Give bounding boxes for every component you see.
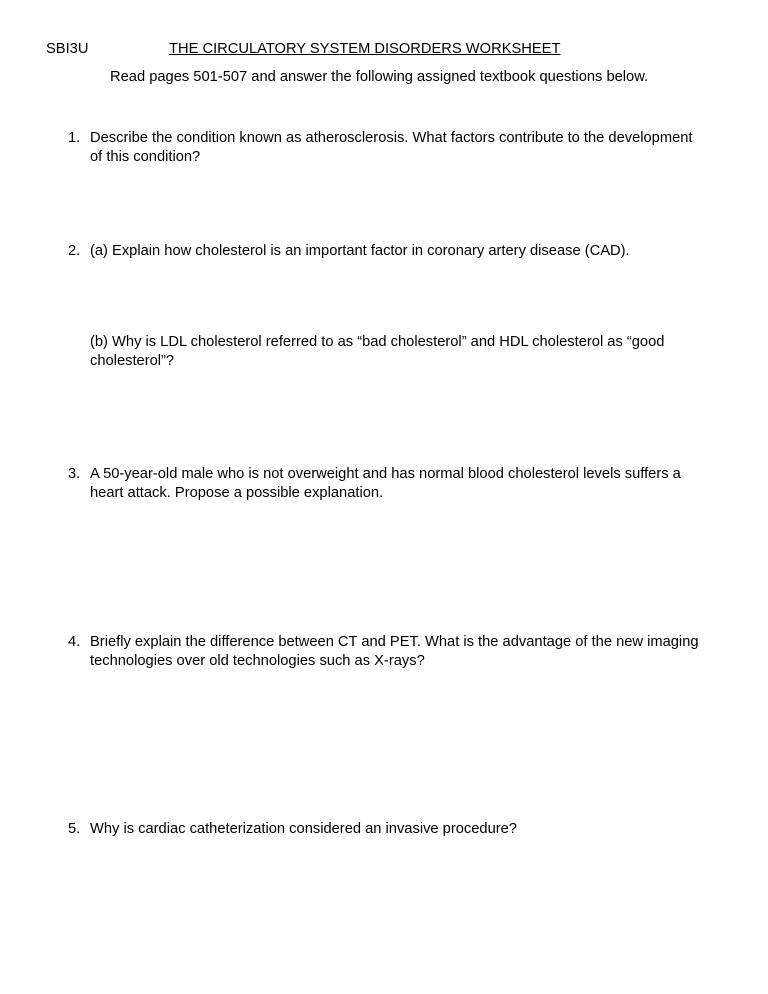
question-2-number: 2. [68,243,81,259]
question-1-line-1: Describe the condition known as atherosclerosis. What factors contribute to the development [90,130,693,146]
question-5-line-1: Why is cardiac catheterization considered an invasive procedure? [90,821,517,837]
question-1 [68,129,693,167]
question-2b-text [90,333,664,371]
question-4-line-1: Briefly explain the difference between CT and PET. What is the advantage of the new imaging [90,634,699,650]
question-3 [68,465,681,503]
question-2a-line-1: (a) Explain how cholesterol is an important factor in coronary artery disease (CAD). [90,243,630,259]
question-3-line-2: heart attack. Propose a possible explanation. [90,485,384,502]
question-3-text [90,465,681,503]
question-2a [68,242,630,261]
question-4-number: 4. [68,634,81,650]
question-1-line-2: of this condition? [90,149,201,166]
question-5 [68,820,517,839]
instructions-text: Read pages 501-507 and answer the following assigned textbook questions below. [110,69,649,85]
question-4-text [90,633,699,671]
question-5-text [90,820,517,839]
course-code: SBI3U [46,41,89,57]
question-5-number: 5. [68,821,81,837]
question-2b [90,333,664,371]
worksheet-title: THE CIRCULATORY SYSTEM DISORDERS WORKSHEET [169,41,561,57]
question-2a-text [90,242,630,261]
question-2b-line-2: cholesterol”? [90,353,175,370]
question-3-line-1: A 50-year-old male who is not overweight and has normal blood cholesterol levels suffers a [90,466,681,482]
question-3-number: 3. [68,466,81,482]
question-4 [68,633,699,671]
question-1-text [90,129,693,167]
question-1-number: 1. [68,130,81,146]
question-2b-line-1: (b) Why is LDL cholesterol referred to as “bad cholesterol” and HDL cholesterol as “good [90,334,665,350]
question-4-line-2: technologies over old technologies such as X-rays? [90,653,425,670]
